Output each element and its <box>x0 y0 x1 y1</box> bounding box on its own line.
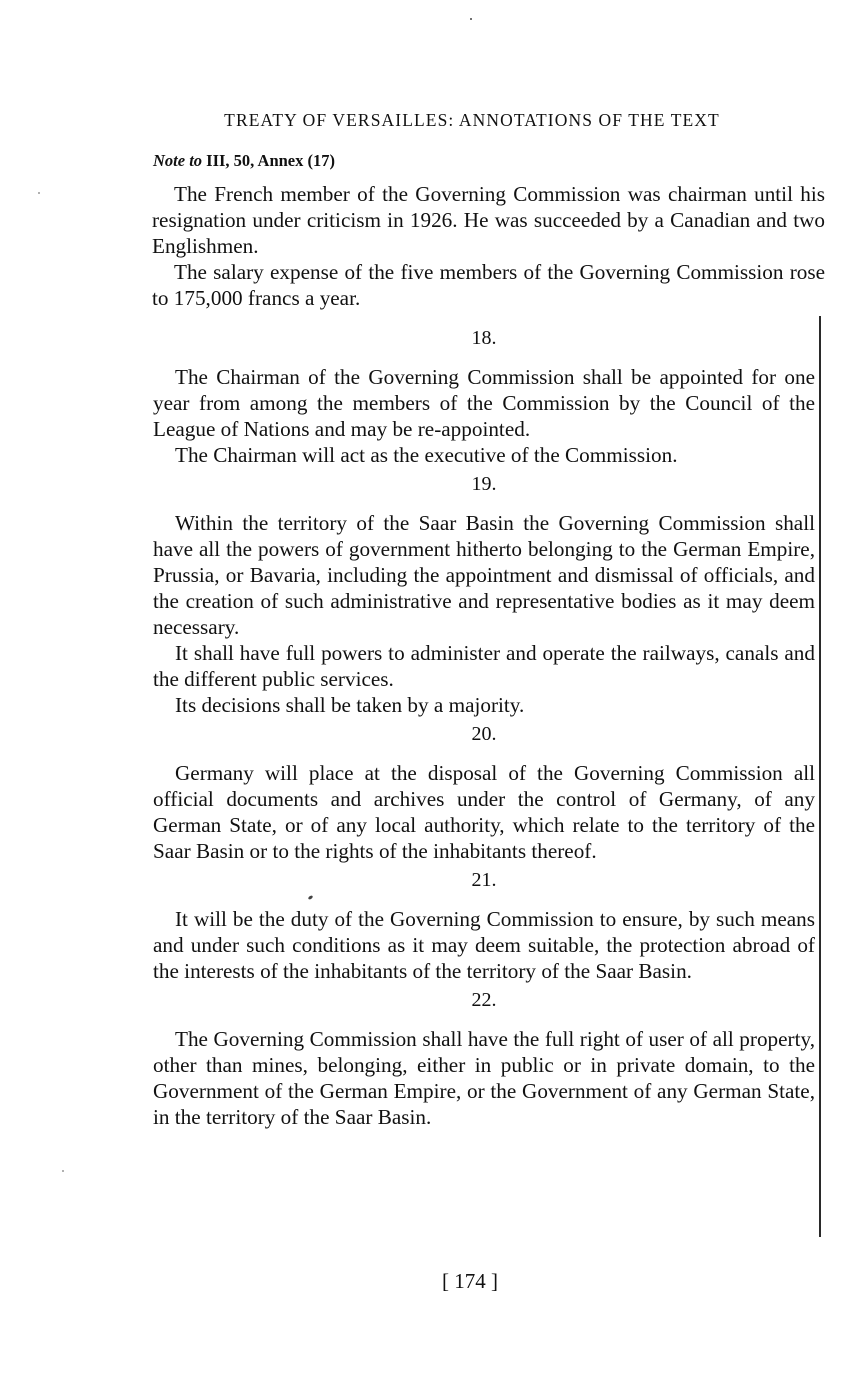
running-head: TREATY OF VERSAILLES: ANNOTATIONS OF THE TEXT <box>224 110 720 130</box>
article-paragraph: The Governing Commission shall have the full right of user of all property, other than mines, belonging, either in public or in private domain, to the Government of the German Empire, or the Government of any German State, in the territory of the Saar Basin. <box>153 1027 815 1129</box>
note-paragraph: The French member of the Governing Commission was chairman until his resignation under criticism in 1926. He was succeeded by a Canadian and two Englishmen. <box>152 182 825 258</box>
article-19 <box>153 471 815 718</box>
note-paragraph: The salary expense of the five members of the Governing Commission rose to 175,000 francs a year. <box>152 260 825 310</box>
article-paragraph: Germany will place at the disposal of the Governing Commission all official documents and archives under the control of Germany, of any German State, or of any local authority, which relate to the territory of the Saar Basin or to the rights of the inhabitants thereof. <box>153 761 815 863</box>
article-21 <box>153 867 815 984</box>
article-number: 20. <box>471 723 497 745</box>
ink-speck <box>470 18 472 20</box>
article-number: 18. <box>471 327 497 349</box>
article-18 <box>153 325 815 468</box>
article-22 <box>153 987 815 1130</box>
article-paragraph: It shall have full powers to administer and operate the railways, canals and the different public services. <box>153 641 815 691</box>
article-number: 21. <box>471 869 497 891</box>
article-paragraph: Its decisions shall be taken by a majority. <box>175 693 525 717</box>
note-body <box>152 181 825 311</box>
note-reference: III, 50, Annex (17) <box>206 151 335 170</box>
page-number: [ 174 ] <box>442 1269 498 1293</box>
ink-speck <box>38 192 40 194</box>
article-number: 22. <box>471 989 497 1011</box>
article-20 <box>153 721 815 864</box>
article-paragraph: The Chairman will act as the executive of the Commission. <box>175 443 678 467</box>
note-prefix: Note to <box>153 151 203 170</box>
article-number: 19. <box>471 473 497 495</box>
treaty-text <box>153 322 815 1130</box>
article-paragraph: Within the territory of the Saar Basin the Governing Commission shall have all the powers of government hitherto belonging to the German Empire, Prussia, or Bavaria, including the appointment and dismissal of officials, and the creation of such administrative and representative bodies as it may deem necessary. <box>153 511 815 639</box>
article-paragraph: The Chairman of the Governing Commission shall be appointed for one year from among the members of the Commission by the Council of the League of Nations and may be re-appointed. <box>153 365 815 441</box>
article-paragraph: It will be the duty of the Governing Commission to ensure, by such means and under such conditions as it may deem suitable, the protection abroad of the interests of the inhabitants of the territory of the Saar Basin. <box>153 907 815 983</box>
note-heading <box>153 150 335 172</box>
ink-speck <box>62 1170 64 1172</box>
treaty-text-margin-rule <box>819 316 821 1237</box>
